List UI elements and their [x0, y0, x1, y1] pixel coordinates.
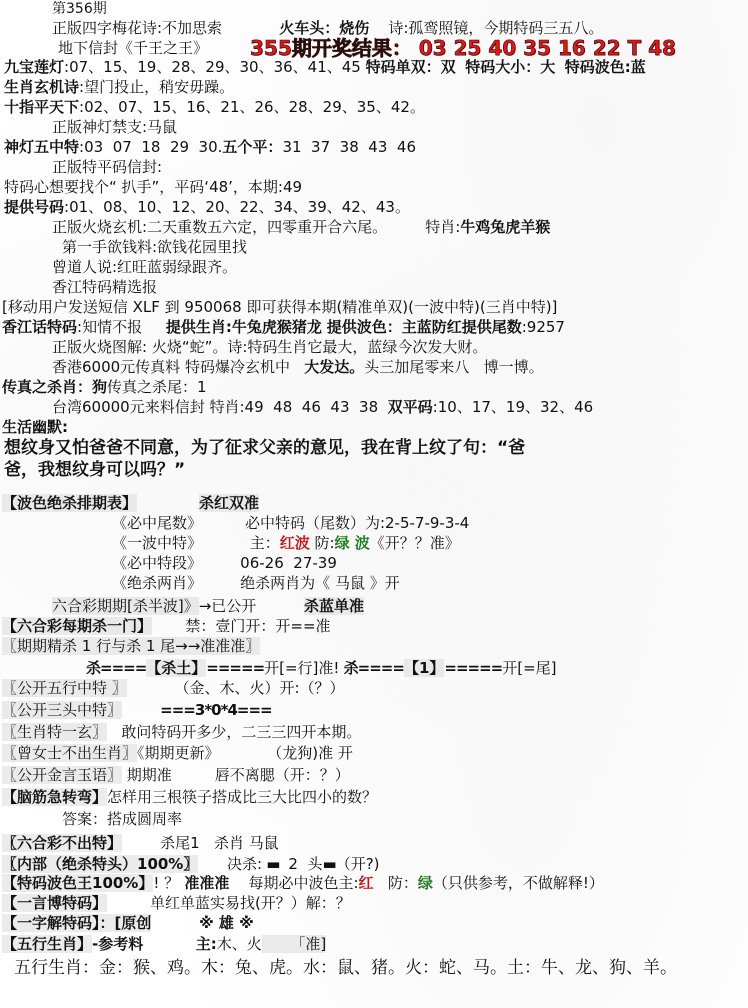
- text-line: [0, 380, 748, 395]
- text-run: （金、木、火）开:（？）: [174, 679, 345, 697]
- text-run: （只供参考，不做解释!）: [432, 874, 604, 892]
- text-line: [0, 516, 748, 531]
- text-line-content: [250, 38, 676, 58]
- text-run: 十指平天下: [4, 98, 80, 116]
- text-run: 正版四字梅花诗:不加思索: [52, 19, 223, 37]
- text-run: 特肖:: [425, 218, 461, 236]
- text-line: [0, 200, 748, 215]
- text-run: ===3*0*4===: [160, 701, 272, 719]
- text-line-content: [2, 496, 259, 511]
- text-run: 正版神灯禁支:马鼠: [52, 118, 178, 136]
- text-line-content: [4, 462, 185, 479]
- text-line-content: [62, 240, 247, 255]
- text-run: 诗:特码生肖它最大，蓝绿今次发大财。: [227, 338, 488, 356]
- text-line: [0, 556, 748, 571]
- text-line: [0, 661, 748, 676]
- text-line-content: [14, 960, 677, 977]
- text-run: 【杀土】: [146, 659, 207, 677]
- text-run: 〖曾女士不出生肖〗: [2, 744, 138, 762]
- text-line: [0, 536, 748, 551]
- text-run: [256, 597, 304, 615]
- text-line-content: [86, 661, 557, 676]
- text-run: 03 25 40 35 16 22 T 48: [411, 36, 676, 60]
- text-line-content: [112, 536, 460, 551]
- text-run: 准准准: [179, 874, 230, 892]
- text-run: 《必中特段》: [112, 554, 203, 572]
- text-run: 爸，我想纹身可以吗？”: [4, 460, 186, 480]
- text-line-content: [4, 440, 525, 457]
- text-line: [0, 120, 748, 135]
- text-run: 绿 波: [334, 534, 370, 552]
- text-run: 香江特码精选报: [52, 278, 158, 296]
- text-run: :02、07、15、16、21、26、28、29、35、42。: [79, 98, 425, 116]
- text-line: [0, 857, 748, 872]
- text-line: [0, 100, 748, 115]
- text-run: 敢问特码开多少，二三三四开本期。: [107, 723, 362, 741]
- text-line-content: [2, 725, 361, 740]
- text-run: 355期开奖结果：: [250, 36, 412, 60]
- text-line: [0, 280, 748, 295]
- text-run: [198, 855, 227, 873]
- text-line-content: [62, 812, 182, 827]
- text-run: 【特码波色王100%】: [2, 874, 154, 892]
- text-run: :03 07 18 29 30.: [79, 138, 223, 156]
- text-run: 期期准: [122, 766, 172, 784]
- text-line-content: [52, 120, 177, 135]
- text-run: 特码单双：双: [365, 58, 456, 76]
- text-run: 九宝莲灯: [4, 58, 65, 76]
- text-run: 31 37 38 43 46: [282, 138, 417, 156]
- text-run: -参考料: [92, 935, 144, 953]
- text-run: 正版特平码信封:: [52, 158, 163, 176]
- text-run: 五个平：: [222, 138, 283, 156]
- text-run: 防：: [373, 874, 418, 892]
- text-run: 绝杀两肖为《 马鼠 》开: [240, 574, 400, 592]
- text-line: [0, 619, 748, 634]
- text-line-content: [2, 790, 377, 805]
- text-run: [151, 914, 199, 932]
- text-line: [0, 937, 748, 952]
- text-run: ▬: [262, 855, 284, 873]
- text-run: 2 头: [283, 855, 323, 873]
- text-run: 06-26 27-39: [240, 554, 337, 572]
- text-run: [107, 894, 150, 912]
- text-line: [0, 876, 748, 891]
- text-run: 【1】: [403, 659, 445, 677]
- text-line: [0, 812, 748, 827]
- text-run: 每期必中波色主:: [229, 874, 359, 892]
- text-run: 禁：壹门开：开==准: [185, 617, 331, 635]
- text-line: [0, 60, 748, 75]
- text-run: 唇不离腮（开：？）: [214, 766, 350, 784]
- text-run: 〖六合彩不出特】: [2, 834, 123, 852]
- text-line-content: [2, 703, 272, 718]
- text-run: （龙狗)准 开: [267, 744, 353, 762]
- text-run: 「准]: [261, 935, 327, 953]
- text-line: [0, 320, 748, 335]
- text-run: [移动用户发送短信 XLF 到 950068 即可获得本期(精准单双)(一波中特)(三肖中特)]: [2, 298, 558, 316]
- text-run: [122, 834, 160, 852]
- text-run: 杀红双准: [199, 494, 260, 512]
- text-run: 防:: [309, 534, 335, 552]
- text-run: 台湾60000元来料信封: [52, 398, 205, 416]
- text-line-content: [2, 857, 380, 872]
- text-line-content: [2, 768, 350, 783]
- text-run: 第356期: [52, 1, 107, 17]
- text-run: 《期期更新》: [137, 744, 220, 762]
- text-run: 生肖玄机诗: [4, 78, 80, 96]
- text-run: 绿: [417, 874, 433, 892]
- text-line-content: [2, 836, 279, 851]
- text-run: 【波色绝杀排期表】: [2, 494, 138, 512]
- text-run: 大发达。: [304, 358, 365, 376]
- text-run: 【六合彩每期杀一门】: [2, 617, 153, 635]
- text-line: [0, 21, 748, 36]
- text-run: 《开？？准》: [369, 534, 460, 552]
- text-line: [0, 896, 748, 911]
- text-line-content: [4, 80, 234, 95]
- text-line: [0, 703, 748, 718]
- text-run: [142, 318, 166, 336]
- text-line: [0, 960, 748, 977]
- text-line-content: [112, 576, 400, 591]
- text-line-content: [2, 320, 565, 335]
- text-run: ! ？: [153, 874, 180, 892]
- text-run: 传真之杀肖：狗: [2, 378, 108, 396]
- text-run: 诗:孤鸾照镜，今期特码三五八。: [388, 19, 604, 37]
- text-run: 传真之杀尾：1: [107, 378, 207, 396]
- text-run: 六合彩期期[杀半波]》: [52, 597, 199, 615]
- text-line-content: [52, 260, 237, 275]
- text-run: 杀尾1: [160, 834, 200, 852]
- text-line: [0, 746, 748, 761]
- text-line-content: [112, 556, 337, 571]
- text-run: 【五行生肖】: [2, 935, 93, 953]
- text-line: [0, 725, 748, 740]
- text-run: 特肖:49 48 46 43 38: [204, 398, 388, 416]
- text-line-content: [112, 516, 469, 531]
- text-run: 曾道人说:红旺蓝弱绿跟齐。: [52, 258, 238, 276]
- text-line-content: [2, 380, 207, 395]
- text-line: [0, 681, 748, 696]
- text-line: [0, 496, 748, 511]
- text-run: 提供尾数: [461, 318, 522, 336]
- text-run: [122, 701, 160, 719]
- text-run: [222, 19, 279, 37]
- text-line: [0, 240, 748, 255]
- text-run: 提供生肖:: [165, 318, 232, 336]
- text-run: [555, 58, 565, 76]
- text-run: :07、15、19、28、29、30、36、41、45: [64, 58, 366, 76]
- text-run: 地下信封《千王之王》: [58, 39, 209, 57]
- text-run: 《必中尾数》: [112, 514, 203, 532]
- text-line-content: [52, 21, 603, 36]
- text-run: 特码波色:蓝: [564, 58, 646, 76]
- text-run: 杀====: [86, 659, 147, 677]
- text-run: 杀====: [339, 659, 404, 677]
- text-run: 二天重数五六定，四零重开合六尾。: [147, 218, 388, 236]
- text-line: [0, 916, 748, 931]
- text-line-content: [52, 160, 162, 175]
- text-line: [0, 180, 748, 195]
- text-run: 头三加尾零来八: [364, 358, 470, 376]
- text-line: [0, 300, 748, 315]
- text-run: [152, 617, 185, 635]
- text-run: [172, 766, 215, 784]
- text-run: 〖公开三头中特〗: [2, 701, 123, 719]
- text-run: 〖公开金言玉语〗: [2, 766, 123, 784]
- text-run: [127, 679, 175, 697]
- text-run: 开[=行]准!: [264, 659, 340, 677]
- text-line: [0, 599, 748, 614]
- text-run: ▬: [322, 855, 336, 873]
- text-run: 〖生肖特一玄〗: [2, 723, 108, 741]
- text-run: 木、火: [216, 935, 262, 953]
- text-line-content: [4, 100, 425, 115]
- text-line-content: [52, 340, 487, 355]
- text-line: [0, 462, 748, 479]
- text-run: 火烧“蛇”。: [147, 338, 228, 356]
- text-run: 特码爆冷玄机中: [180, 358, 305, 376]
- text-line: [0, 2, 748, 16]
- text-line-content: [2, 300, 557, 315]
- text-run: [202, 574, 240, 592]
- text-line: [0, 768, 748, 783]
- text-line: [0, 260, 748, 275]
- text-run: 提供波色：主蓝防红: [326, 318, 462, 336]
- text-line-content: [52, 280, 157, 295]
- text-run: ※ 雄 ※: [199, 914, 254, 932]
- text-run: 红波: [279, 534, 310, 552]
- text-line: [0, 80, 748, 95]
- text-run: 牛鸡兔虎羊猴: [460, 218, 551, 236]
- text-run: [369, 19, 388, 37]
- text-run: 杀蓝单准: [303, 597, 364, 615]
- text-line-content: [2, 639, 260, 654]
- text-run: 香江话特码: [2, 318, 78, 336]
- text-run: 想纹身又怕爸爸不同意，为了征求父亲的意见，我在背上纹了句：“爸: [4, 438, 526, 458]
- text-run: 《一波中特》: [112, 534, 203, 552]
- text-line: [0, 639, 748, 654]
- text-line-content: [4, 60, 646, 75]
- text-run: :9257: [521, 318, 565, 336]
- text-run: ：[原创: [99, 914, 152, 932]
- text-line-content: [52, 220, 550, 235]
- text-line: [0, 790, 748, 805]
- text-line-content: [2, 746, 353, 761]
- text-run: （开?): [335, 855, 380, 873]
- text-line-content: [2, 896, 351, 911]
- text-run: [202, 554, 240, 572]
- text-line-content: [52, 360, 544, 375]
- text-run: 〖期期精杀 1 行与杀 1 尾→→准准准〗: [2, 637, 261, 655]
- text-run: 神灯五中特: [4, 138, 80, 156]
- text-run: 双平码: [387, 398, 433, 416]
- text-line-content: [2, 619, 331, 634]
- text-run: 开[=尾]: [502, 659, 557, 677]
- text-run: [143, 935, 195, 953]
- text-run: [456, 58, 466, 76]
- text-line-content: [52, 599, 364, 614]
- text-run: 正版火烧图解:: [52, 338, 148, 356]
- text-line-content: [4, 180, 302, 195]
- text-line-content: [2, 420, 68, 435]
- text-run: 特码大小：大: [465, 58, 556, 76]
- text-run: 必中特码（尾数）为:2-5-7-9-3-4: [244, 514, 470, 532]
- text-line: [0, 160, 748, 175]
- text-line-content: [2, 916, 254, 931]
- text-run: [137, 494, 199, 512]
- text-run: :01、08、10、12、20、22、34、39、42、43。: [64, 198, 410, 216]
- text-run: 【脑筋急转弯】: [2, 788, 108, 806]
- text-line: [0, 576, 748, 591]
- text-run: :知情不报: [77, 318, 143, 336]
- text-line: [0, 220, 748, 235]
- text-line: [0, 400, 748, 415]
- text-run: 决杀:: [226, 855, 263, 873]
- text-run: 红: [358, 874, 374, 892]
- text-run: 〖内部（绝杀特头）100%〗: [2, 855, 199, 873]
- text-line-content: [52, 2, 107, 16]
- text-run: :10、17、19、32、46: [432, 398, 594, 416]
- text-run: 五行生肖：金：猴、鸡。木：兔、虎。水：鼠、猪。火：蛇、马。土：牛、龙、狗、羊。: [14, 958, 677, 978]
- text-run: 《绝杀两肖》: [112, 574, 203, 592]
- text-line: [0, 420, 748, 435]
- text-run: :望门投止，稍安毋躁。: [79, 78, 235, 96]
- text-run: 主：: [249, 534, 280, 552]
- text-line: [0, 360, 748, 375]
- text-line-content: [52, 400, 593, 415]
- text-run: 第一手欲钱料:欲钱花园里找: [62, 238, 248, 256]
- text-run: 正版火烧玄机:: [52, 218, 148, 236]
- text-line-content: [4, 200, 410, 215]
- text-line-content: [2, 937, 326, 952]
- text-run: =====: [206, 659, 265, 677]
- text-run: 牛兔虎猴猪龙: [231, 318, 322, 336]
- text-line: [0, 140, 748, 155]
- text-line-content: [2, 681, 345, 696]
- text-run: 香港6000元传真料: [52, 358, 181, 376]
- text-line: [0, 38, 748, 58]
- text-line: [0, 836, 748, 851]
- text-line-content: [4, 140, 416, 155]
- text-run: 【一字解特码】: [2, 914, 100, 932]
- text-run: 提供号码: [4, 198, 65, 216]
- text-run: [387, 218, 425, 236]
- text-run: [202, 534, 250, 552]
- text-run: 【一言博特码】: [2, 894, 108, 912]
- text-run: [202, 514, 245, 532]
- text-run: 杀肖 马鼠: [199, 834, 279, 852]
- text-run: 火车头：烧伤: [279, 19, 370, 37]
- text-run: 答案：搭成圆周率: [62, 810, 183, 828]
- text-run: 〖公开五行中特 〗: [2, 679, 127, 697]
- text-run: 主:: [195, 935, 217, 953]
- text-run: →已公开: [198, 597, 257, 615]
- text-line-content: [2, 876, 604, 891]
- text-line: [0, 440, 748, 457]
- text-line: [0, 340, 748, 355]
- text-run: =====: [444, 659, 503, 677]
- text-run: 特码心想要找个“ 扒手”，平码‘48’，本期:49: [4, 178, 303, 196]
- text-run: 单红单蓝实易找(开？）解：？: [149, 894, 351, 912]
- text-run: 怎样用三根筷子搭成比三大比四小的数？: [107, 788, 378, 806]
- text-run: 生活幽默:: [2, 418, 68, 436]
- text-run: 博一博。: [469, 358, 544, 376]
- text-run: [220, 744, 268, 762]
